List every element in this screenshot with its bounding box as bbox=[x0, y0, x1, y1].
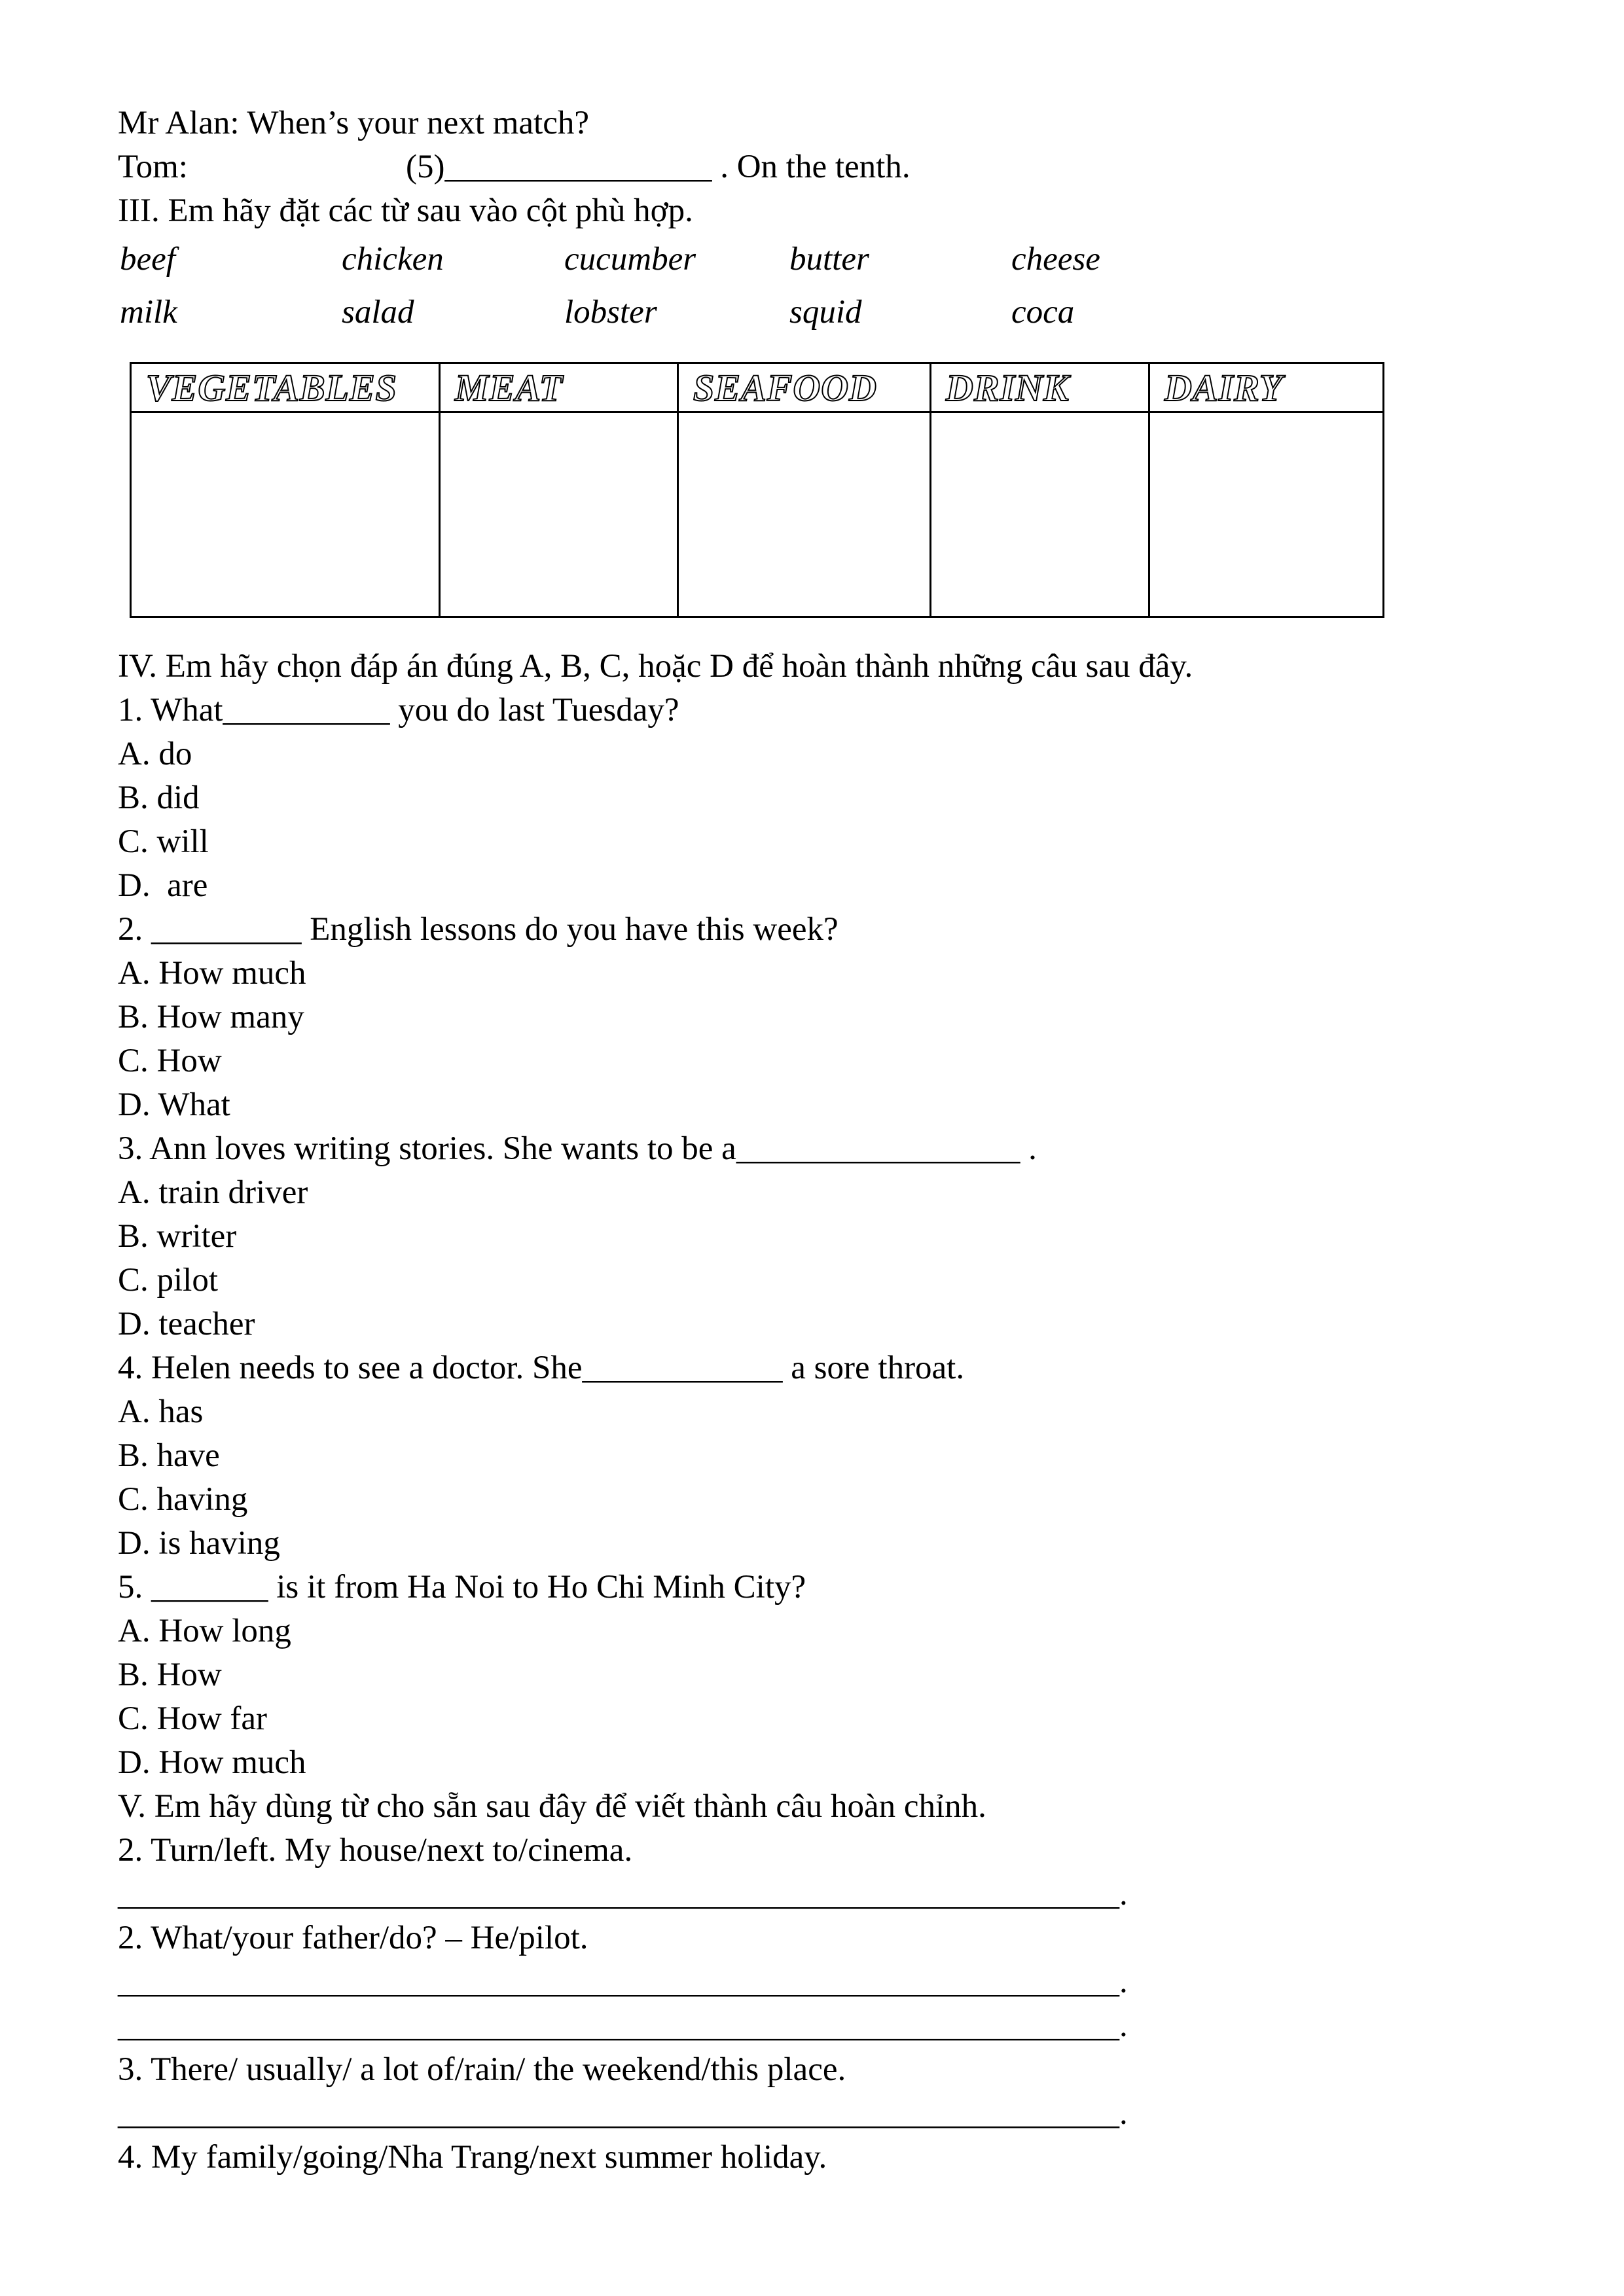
sentence-item-family: 4. My family/going/Nha Trang/next summer holiday. bbox=[118, 2139, 827, 2176]
cell-seafood[interactable] bbox=[678, 412, 931, 617]
word-beef: beef bbox=[120, 241, 175, 278]
answer-line[interactable]: ____________________________________________________________. bbox=[118, 1964, 1128, 2000]
word-cucumber: cucumber bbox=[564, 241, 696, 278]
question-3: 3. Ann loves writing stories. She wants to be a_________________ . bbox=[118, 1130, 1037, 1167]
cell-dairy[interactable] bbox=[1149, 412, 1384, 617]
section-5-heading: V. Em hãy dùng từ cho sẵn sau đây để viết thành câu hoàn chỉnh. bbox=[118, 1788, 986, 1825]
q1-option-c[interactable]: C. will bbox=[118, 823, 209, 860]
header-dairy: DAIRY bbox=[1149, 363, 1384, 412]
cell-vegetables[interactable] bbox=[131, 412, 440, 617]
q3-option-d[interactable]: D. teacher bbox=[118, 1306, 255, 1342]
header-vegetables: VEGETABLES bbox=[131, 363, 440, 412]
word-squid: squid bbox=[789, 294, 862, 331]
q1-option-a[interactable]: A. do bbox=[118, 736, 192, 772]
question-2: 2. _________ English lessons do you have this week? bbox=[118, 911, 839, 948]
q5-option-a[interactable]: A. How long bbox=[118, 1613, 291, 1649]
word-salad: salad bbox=[342, 294, 414, 331]
q5-option-d[interactable]: D. How much bbox=[118, 1744, 306, 1781]
cell-meat[interactable] bbox=[440, 412, 678, 617]
question-4: 4. Helen needs to see a doctor. She____________ a sore throat. bbox=[118, 1350, 965, 1386]
q2-option-c[interactable]: C. How bbox=[118, 1043, 222, 1079]
word-chicken: chicken bbox=[342, 241, 444, 278]
question-1: 1. What__________ you do last Tuesday? bbox=[118, 692, 679, 728]
word-coca: coca bbox=[1011, 294, 1075, 331]
q4-option-c[interactable]: C. having bbox=[118, 1481, 248, 1518]
q4-option-a[interactable]: A. has bbox=[118, 1393, 204, 1430]
food-category-table bbox=[130, 362, 1384, 618]
q1-option-d[interactable]: D. are bbox=[118, 867, 208, 904]
q1-option-b[interactable]: B. did bbox=[118, 780, 200, 816]
header-drink: DRINK bbox=[931, 363, 1149, 412]
q4-option-b[interactable]: B. have bbox=[118, 1437, 220, 1474]
answer-line[interactable]: ____________________________________________________________. bbox=[118, 2095, 1128, 2132]
answer-line[interactable]: ____________________________________________________________. bbox=[118, 1876, 1128, 1912]
tom-answer-blank: (5)________________ . On the tenth. bbox=[406, 149, 911, 185]
q5-option-b[interactable]: B. How bbox=[118, 1657, 222, 1693]
word-lobster: lobster bbox=[564, 294, 657, 331]
sentence-item-rain: 3. There/ usually/ a lot of/rain/ the weekend/this place. bbox=[118, 2051, 846, 2088]
q3-option-c[interactable]: C. pilot bbox=[118, 1262, 219, 1299]
answer-line[interactable]: ____________________________________________________________. bbox=[118, 2007, 1128, 2044]
question-5: 5. _______ is it from Ha Noi to Ho Chi Minh City? bbox=[118, 1569, 806, 1605]
q5-option-c[interactable]: C. How far bbox=[118, 1700, 268, 1737]
dialogue-line-mr-alan: Mr Alan: When’s your next match? bbox=[118, 105, 589, 141]
tom-speaker: Tom: bbox=[118, 149, 188, 185]
q2-option-a[interactable]: A. How much bbox=[118, 955, 306, 992]
sentence-item-father: 2. What/your father/do? – He/pilot. bbox=[118, 1920, 588, 1956]
word-milk: milk bbox=[120, 294, 177, 331]
word-cheese: cheese bbox=[1011, 241, 1100, 278]
section-4-heading: IV. Em hãy chọn đáp án đúng A, B, C, hoặc D để hoàn thành những câu sau đây. bbox=[118, 648, 1193, 685]
header-meat: MEAT bbox=[440, 363, 678, 412]
header-seafood: SEAFOOD bbox=[678, 363, 931, 412]
section-3-heading: III. Em hãy đặt các từ sau vào cột phù hợp. bbox=[118, 192, 693, 229]
q3-option-a[interactable]: A. train driver bbox=[118, 1174, 308, 1211]
word-butter: butter bbox=[789, 241, 869, 278]
q2-option-b[interactable]: B. How many bbox=[118, 999, 304, 1035]
q2-option-d[interactable]: D. What bbox=[118, 1086, 230, 1123]
cell-drink[interactable] bbox=[931, 412, 1149, 617]
dialogue-line-tom bbox=[118, 147, 911, 187]
q4-option-d[interactable]: D. is having bbox=[118, 1525, 280, 1562]
q3-option-b[interactable]: B. writer bbox=[118, 1218, 237, 1255]
sentence-item-turn-left: 2. Turn/left. My house/next to/cinema. bbox=[118, 1832, 633, 1869]
